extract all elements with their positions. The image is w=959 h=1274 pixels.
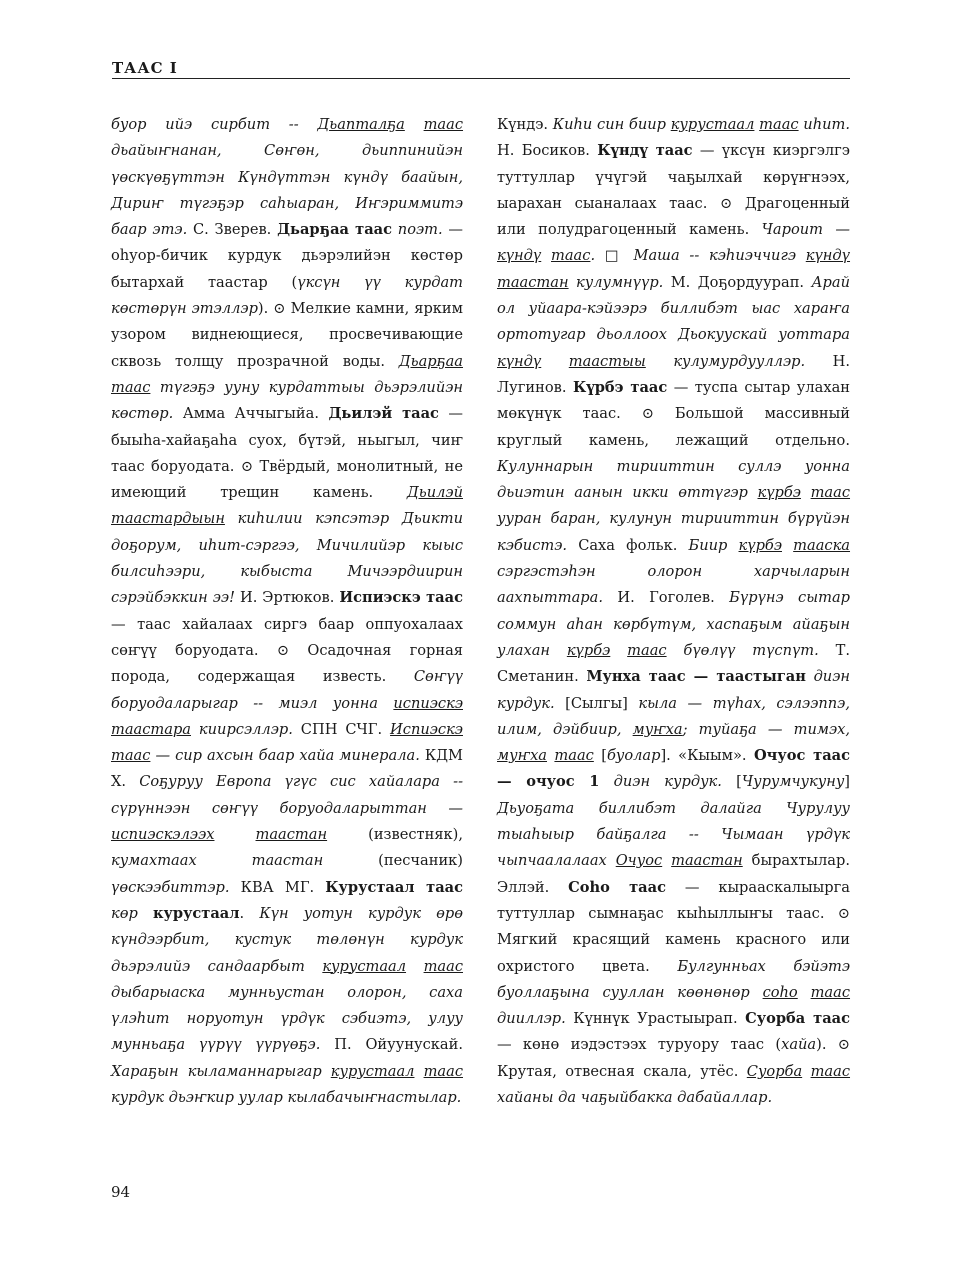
column-text: буор ийэ сирбит -- Дьапталҕа таас дьайыҥнанан, Сөҥөн, дьиппинийэн үөскүөҕүттэн Күндүттэн күндү баайын, Дириҥ түгэҕэр саһыаран, Иҥэриммитэ баар этэ. С. Зверев. Дьарҕаа таас поэт. — оһуор-бичик курдук дьэрэлийэн көстөр бытархай таастар (үксүн үү курдат көстөрүн этэллэр). ⊙ Мелкие камни, ярким узором виднеющиеся, просвечивающие сквозь толщу прозрачной воды. Дьарҕаа таас түгэҕэ ууну курдаттыы дьэрэлийэн көстөр. Амма Аччыгыйа. Дьилэй таас — быыһа-хайаҕаһа суох, бүтэй, ньыгыл, чиҥ таас боруодата. ⊙ Твёрдый, монолитный, не имеющий трещин камень. Дьилэй таастардыын киһилии кэпсэтэр Дьикти доҕорум, иһит-сэргээ, Мичилийэр кыыс билсиһээри, кыбыста Мичээрдиирин сэрэйбэккин ээ! И. Эртюков. Испиэскэ таас — таас хайалаах сиргэ баар оппуохалаах сөҥүү боруодата. ⊙ Осадочная горная порода, содержащая известь. Сөҥүү боруодаларыгар -- миэл уонна испиэскэ таастара киирсэллэр. СПН СЧГ. Испиэскэ таас — сир ахсын баар хайа минерала. КДМ Х. Соҕуруу Европа үгүс сис хайалара -- сүрүннээн сөҥүү боруодаларыттан — испиэскэлээх таастан (известняк), кумахтаах таастан (песчаник) үөскээбиттэр. КВА МГ. Курустаал таас көр курустаал. Күн уотун курдук өрө күндээрбит, кустук төлөнүн курдук дьэрэлийэ сандаарбыт курустаал таас дыбарыаска мунньустан олорон, саха үлэһит норуотун үрдүк сэбиэтэ, улуу мунньаҕа үүрүү үүрүөҕэ. П. Ойуунускай. Хараҕын кыламаннарыгар курустаал таас курдук дьэҥкир уулар кылабачыҥнастылар.	[111, 116, 464, 1106]
dictionary-column-left	[111, 112, 463, 1111]
dictionary-column-right	[497, 112, 850, 1111]
column-text: Күндэ. Киһи син биир курустаал таас иһит. Н. Босиков. Күндү таас — үксүн киэргэлгэ туттуллар үчүгэй чаҕылхай көрүҥнээх, ыарахан сыаналаах таас. ⊙ Драгоценный или полудрагоценный камень. Чароит — күндү таас. □ Маша -- кэһиэччигэ күндү таастан кулумнүүр. М. Доҕордуурап. Арай ол уйаара-кэйээрэ биллибэт ыас хараҥа ортотугар дьоллоох Дьокуускай уоттара күндү таастыы кулумурдууллэр. Н. Лугинов. Күрбэ таас — туспа сытар улахан мөкүнүк таас. ⊙ Большой массивный круглый камень, лежащий отдельно. Кулуннарын тирииттин суллэ уонна дьиэтин аанын икки өттүгэр күрбэ таас ууран баран, кулунун тирииттин бүрүйэн кэбистэ. Саха фольк. Биир күрбэ тааска сэргэстэһэн олорон харчыларын аахпыттара. И. Гоголев. Бүрүнэ сытар соммун аһан көрбүтүм, хаспаҕым айаҕын улахан күрбэ таас бүөлүү түспүт. Т. Сметанин. Мунха таас — таастыган диэн курдук. [Сылгы] кыла — түһах, сэлээппэ, илим, дэйбиир, муҥха; туйаҕа — тимэх, муҥха таас [буолар]. «Кыым». Очуос таас — очуос 1 диэн курдук. [Чурумчукуну] Дьуоҕата биллибэт далайга Чурулуу тыаһыыр байҕалга -- Чымаан үрдүк чыпчаалалаах Очуос таастан бырахтылар. Эллэй. Соһо таас — кырааскалыырга туттуллар сымнаҕас кыһыллыҥы таас. ⊙ Мягкий красящий камень красного или охристого цвета. Булгунньах бэйэтэ буоллаҕына сууллан көөнөнөр соһо таас дииллэр. Күннүк Урастыырап. Суорба таас — көнө иэдэстээх туруору таас (хайа). ⊙ Крутая, отвесная скала, утёс. Суорба таас хайаны да чаҕыйбакка дабайаллар.	[497, 116, 851, 1106]
running-title: ТААС I	[112, 59, 178, 77]
header-rule	[112, 78, 850, 79]
page-header	[112, 58, 850, 80]
page-number: 94	[111, 1183, 131, 1201]
